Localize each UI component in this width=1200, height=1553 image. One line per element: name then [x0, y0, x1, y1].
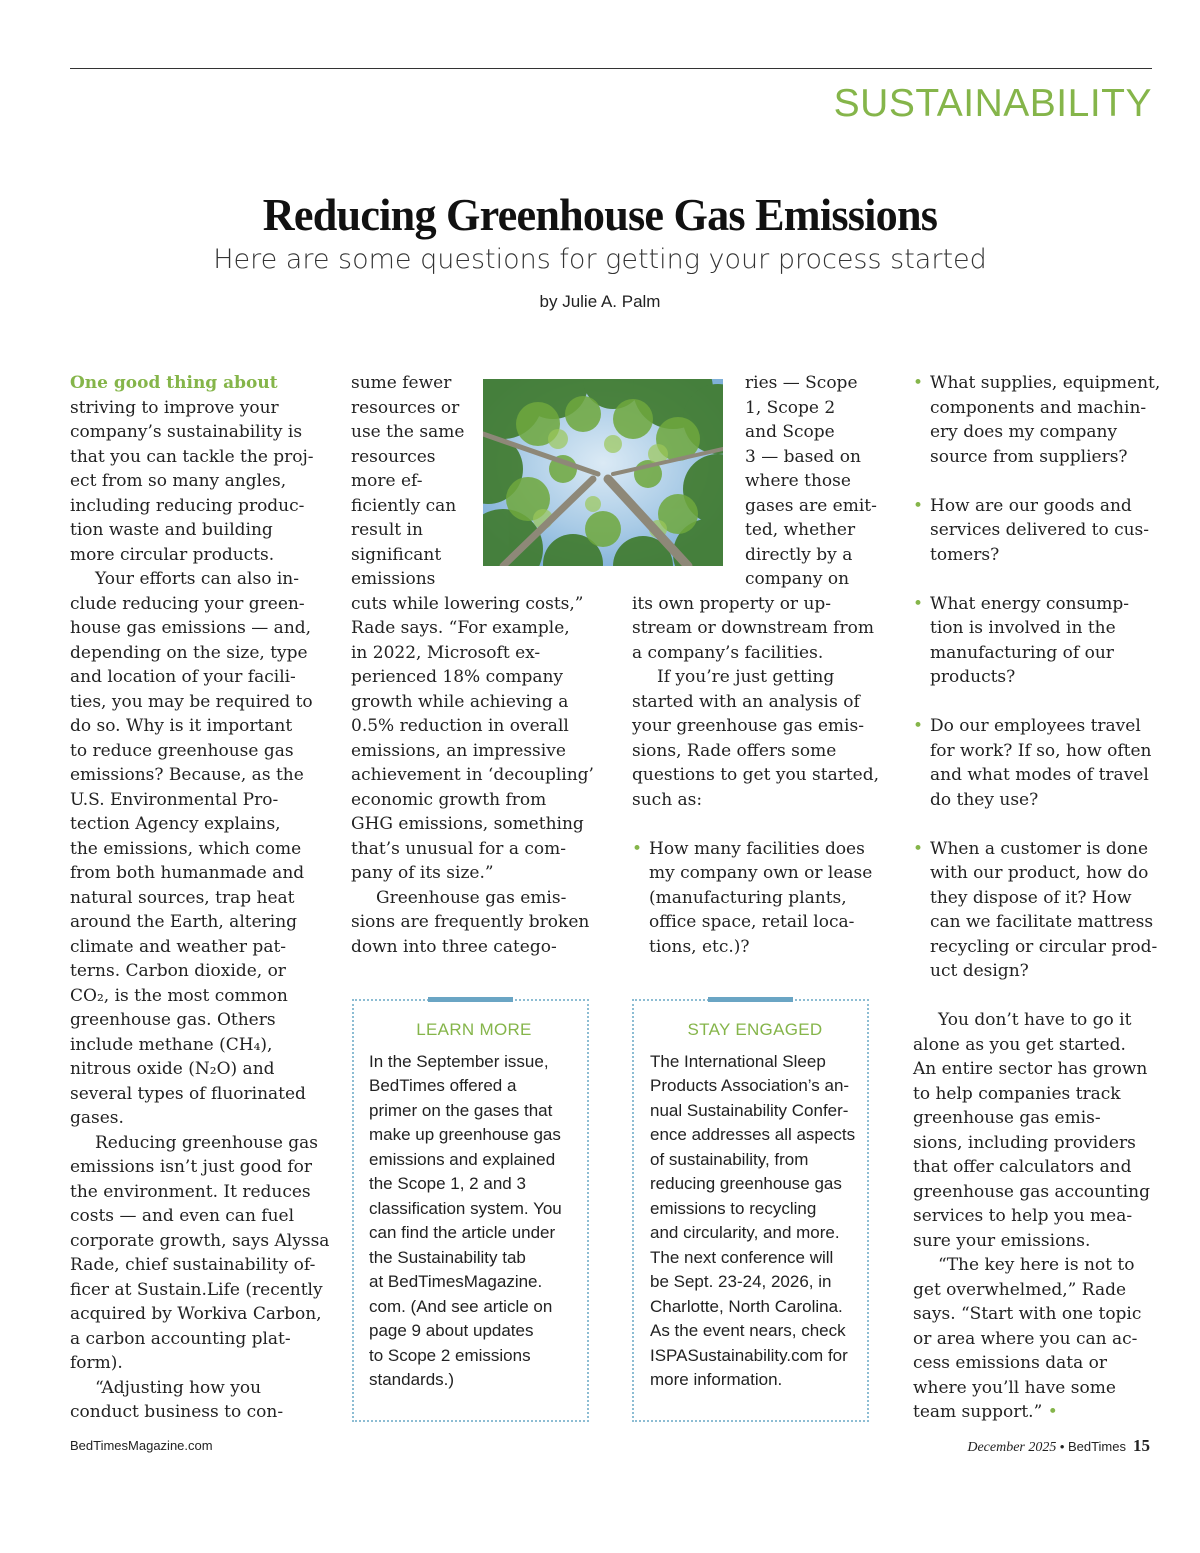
bullet-dot: •: [913, 495, 924, 516]
text-line: sions, including providers: [913, 1132, 1136, 1153]
text-line: the environment. It reduces: [70, 1181, 311, 1202]
text-line: alone as you get started.: [913, 1034, 1126, 1055]
text-line: they dispose of it? How: [930, 887, 1132, 908]
text-line: reducing greenhouse gas: [650, 1174, 842, 1193]
text-line: Products Association’s an-: [650, 1076, 850, 1095]
text-line: services delivered to cus-: [930, 520, 1150, 540]
text-line: greenhouse gas. Others: [70, 1010, 276, 1030]
text-line: emissions? Because, as the: [70, 765, 304, 785]
text-line: Rade, chief sustainability of-: [70, 1255, 316, 1275]
text-line: emissions isn’t just good for: [70, 1157, 313, 1177]
text-line: products?: [930, 667, 1016, 687]
text-line: at BedTimesMagazine.: [369, 1272, 543, 1291]
text-line: a company’s facilities.: [632, 642, 824, 663]
text-line: to reduce greenhouse gas: [70, 740, 294, 761]
learn-more-tab: [428, 997, 513, 1002]
text-line: to help companies track: [913, 1083, 1121, 1104]
text-line: with our product, how do: [930, 863, 1149, 883]
end-mark: •: [1047, 1402, 1058, 1422]
footer-magazine: BedTimes: [1067, 1439, 1126, 1454]
text-line: tions, etc.)?: [649, 936, 750, 957]
text-line: emissions and explained: [369, 1149, 556, 1169]
text-line: gases are emit-: [745, 495, 877, 516]
text-line: 1, Scope 2: [745, 397, 836, 418]
text-line: do so. Why is it important: [70, 716, 293, 736]
text-line: such as:: [632, 789, 703, 810]
text-line: The next conference will: [650, 1247, 834, 1267]
text-line: services to help you mea-: [913, 1206, 1133, 1226]
text-line: questions to get you started,: [632, 765, 880, 785]
bullet-dot: •: [632, 838, 643, 859]
text-line: that you can tackle the proj-: [70, 446, 314, 467]
text-line: BedTimes offered a: [369, 1076, 517, 1095]
text-line: com. (And see article on: [369, 1296, 553, 1316]
text-line: components and machin-: [930, 397, 1147, 418]
text-line: get overwhelmed,” Rade: [913, 1279, 1127, 1300]
text-line: If you’re just getting: [657, 667, 835, 687]
learn-more-heading: LEARN MORE: [416, 1020, 532, 1039]
bullet-item: [913, 494, 1163, 568]
text-line: ries — Scope: [745, 373, 858, 393]
text-line: greenhouse gas emis-: [913, 1108, 1101, 1128]
text-line: and Scope: [745, 422, 835, 442]
column-4: [913, 371, 1163, 984]
text-line: or area where you can ac-: [913, 1328, 1138, 1349]
text-line: An entire sector has grown: [913, 1059, 1148, 1079]
stay-engaged-heading: STAY ENGAGED: [687, 1020, 823, 1039]
text-line: office space, retail loca-: [649, 912, 855, 932]
text-line: Charlotte, North Carolina.: [650, 1296, 843, 1316]
text-line: “Adjusting how you: [95, 1377, 262, 1398]
lead-in: One good thing about: [70, 373, 278, 393]
text-line: the Sustainability tab: [369, 1247, 526, 1267]
text-line: standards.): [369, 1370, 455, 1389]
text-line: depending on the size, type: [70, 642, 308, 663]
bullet-dot: •: [913, 373, 924, 393]
stay-engaged-tab: [708, 997, 793, 1002]
text-line: (manufacturing plants,: [649, 887, 847, 908]
text-line: growth while achieving a: [351, 691, 569, 712]
text-line: more circular products.: [70, 544, 275, 565]
text-line: ect from so many angles,: [70, 471, 287, 491]
text-line: more ef-: [351, 471, 423, 491]
text-line: emissions, an impressive: [351, 740, 566, 761]
text-line: and circularity, and more.: [650, 1223, 840, 1242]
bullet-item: [632, 837, 882, 960]
page-number: 15: [1133, 1436, 1150, 1455]
text-line: You don’t have to go it: [938, 1010, 1132, 1030]
text-line: sions are frequently broken: [351, 912, 590, 932]
bullet-item: [913, 371, 1163, 469]
text-line: page 9 about updates: [369, 1321, 534, 1340]
column-4-closing: [913, 1008, 1163, 1425]
text-line: clude reducing your green-: [70, 593, 305, 614]
text-line: company on: [745, 569, 850, 589]
text-line: around the Earth, altering: [70, 912, 298, 932]
text-line: Greenhouse gas emis-: [376, 887, 567, 908]
text-line: form).: [70, 1353, 123, 1373]
text-line: and location of your facili-: [70, 667, 296, 687]
text-line: ted, whether: [745, 520, 856, 540]
text-line: economic growth from: [351, 789, 547, 810]
footer-website: BedTimesMagazine.com: [70, 1438, 213, 1453]
text-line: Do our employees travel: [930, 716, 1141, 736]
text-line: resources: [351, 446, 436, 467]
text-line: ence addresses all aspects: [650, 1125, 856, 1144]
text-line: cuts while lowering costs,”: [351, 593, 584, 614]
text-line: tion waste and building: [70, 520, 273, 540]
text-line: of sustainability, from: [650, 1149, 809, 1169]
text-line: recycling or circular prod-: [930, 936, 1158, 957]
text-line: make up greenhouse gas: [369, 1125, 561, 1144]
text-line: greenhouse gas accounting: [913, 1181, 1150, 1202]
text-line: primer on the gases that: [369, 1100, 553, 1120]
text-line: The International Sleep: [650, 1051, 826, 1071]
text-line: When a customer is done: [930, 838, 1149, 859]
text-line: What energy consump-: [930, 593, 1130, 614]
bullet-dot: •: [913, 593, 924, 614]
text-line: What supplies, equipment,: [930, 373, 1161, 393]
text-line: sure your emissions.: [913, 1230, 1091, 1251]
article-subtitle: Here are some questions for getting your process started: [213, 244, 987, 275]
text-line: gases.: [70, 1108, 124, 1128]
footer-sep: •: [1059, 1439, 1065, 1454]
text-line: several types of fluorinated: [70, 1083, 306, 1104]
text-line: your greenhouse gas emis-: [632, 716, 864, 736]
text-line: terns. Carbon dioxide, or: [70, 961, 286, 981]
text-line: ties, you may be required to: [70, 691, 313, 712]
article-title: Reducing Greenhouse Gas Emissions: [262, 189, 938, 240]
text-line: directly by a: [745, 544, 853, 565]
top-rule: [70, 68, 1152, 69]
text-line: for work? If so, how often: [930, 740, 1152, 761]
bullet-item: [913, 592, 1163, 690]
text-line: sume fewer: [351, 373, 452, 393]
text-line: manufacturing of our: [930, 642, 1114, 663]
text-line: classification system. You: [369, 1198, 562, 1218]
bullet-dot: •: [913, 716, 924, 736]
text-line: tomers?: [930, 544, 1000, 565]
text-line: perienced 18% company: [351, 667, 564, 687]
text-line: natural sources, trap heat: [70, 887, 295, 908]
text-line: my company own or lease: [649, 863, 873, 883]
text-line: the emissions, which come: [70, 838, 302, 859]
bullet-item: [913, 714, 1163, 812]
footer-folio: [967, 1436, 1150, 1456]
text-line: in 2022, Microsoft ex-: [351, 642, 541, 663]
text-line: a carbon accounting plat-: [70, 1328, 291, 1349]
text-line: 3 — based on: [745, 446, 861, 467]
text-line: include methane (CH₄),: [70, 1034, 273, 1055]
text-line: acquired by Workiva Carbon,: [70, 1304, 322, 1324]
text-line: conduct business to con-: [70, 1402, 284, 1422]
text-line: started with an analysis of: [632, 691, 860, 712]
stay-engaged-content: [650, 1018, 860, 1393]
byline: by Julie A. Palm: [539, 292, 661, 311]
text-line: source from suppliers?: [930, 446, 1128, 467]
text-line: that’s unusual for a com-: [351, 838, 566, 859]
text-line: company’s sustainability is: [70, 422, 303, 442]
text-line: climate and weather pat-: [70, 936, 287, 957]
text-line: the Scope 1, 2 and 3: [369, 1174, 526, 1193]
text-line: How many facilities does: [649, 838, 865, 859]
text-line: can we facilitate mattress: [930, 912, 1154, 932]
text-line: including reducing produc-: [70, 495, 305, 516]
text-line: its own property or up-: [632, 593, 832, 614]
learn-more-content: [369, 1018, 579, 1393]
text-line: corporate growth, says Alyssa: [70, 1230, 330, 1251]
text-line: more information.: [650, 1370, 783, 1389]
text-line: from both humanmade and: [70, 863, 305, 883]
text-line: sions, Rade offers some: [632, 740, 837, 761]
column-1: [70, 371, 330, 1425]
text-line: striving to improve your: [70, 397, 279, 418]
footer-date: December 2025: [967, 1440, 1057, 1455]
text-line: Your efforts can also in-: [95, 569, 299, 589]
text-line: nitrous oxide (N₂O) and: [70, 1059, 275, 1079]
text-line: GHG emissions, something: [351, 814, 584, 834]
text-line: As the event nears, check: [650, 1321, 846, 1340]
text-line: uct design?: [930, 961, 1029, 981]
text-line: tion is involved in the: [930, 618, 1116, 638]
text-line: ficiently can: [351, 495, 457, 516]
text-line: significant: [351, 544, 442, 565]
text-line: and what modes of travel: [930, 765, 1149, 785]
section-label: SUSTAINABILITY: [833, 82, 1152, 125]
text-line: Reducing greenhouse gas: [95, 1132, 319, 1153]
text-line: use the same: [351, 422, 465, 442]
text-line: ery does my company: [930, 422, 1118, 442]
text-line: ficer at Sustain.Life (recently: [70, 1279, 323, 1300]
text-line: costs — and even can fuel: [70, 1206, 295, 1226]
text-line: house gas emissions — and,: [70, 618, 312, 638]
text-line: says. “Start with one topic: [913, 1304, 1142, 1324]
text-line: down into three catego-: [351, 936, 557, 957]
bullet-dot: •: [913, 838, 924, 859]
text-line: emissions: [351, 569, 436, 589]
text-line: In the September issue,: [369, 1051, 549, 1071]
text-line: “The key here is not to: [938, 1255, 1135, 1275]
text-line: stream or downstream from: [632, 618, 874, 638]
text-line: where you’ll have some: [913, 1377, 1116, 1398]
text-line: team support.”: [913, 1402, 1043, 1422]
text-line: where those: [745, 471, 851, 491]
text-line: be Sept. 23-24, 2026, in: [650, 1272, 832, 1291]
text-line: How are our goods and: [930, 495, 1132, 516]
text-line: can find the article under: [369, 1223, 556, 1242]
text-line: 0.5% reduction in overall: [351, 716, 569, 736]
text-line: cess emissions data or: [913, 1353, 1107, 1373]
text-line: U.S. Environmental Pro-: [70, 789, 279, 810]
text-line: tection Agency explains,: [70, 814, 281, 834]
text-line: achievement in ‘decoupling’: [351, 765, 594, 785]
text-line: nual Sustainability Confer-: [650, 1100, 849, 1120]
column-3: [632, 371, 882, 959]
text-line: emissions to recycling: [650, 1198, 817, 1218]
text-line: pany of its size.”: [351, 863, 494, 883]
text-line: do they use?: [930, 789, 1039, 810]
text-line: Rade says. “For example,: [351, 618, 570, 638]
text-line: result in: [351, 520, 423, 540]
bullet-item: [913, 837, 1163, 984]
text-line: resources or: [351, 397, 460, 418]
text-line: that offer calculators and: [913, 1157, 1132, 1177]
text-line: to Scope 2 emissions: [369, 1345, 531, 1365]
text-line: ISPASustainability.com for: [650, 1345, 848, 1365]
text-line: CO₂, is the most common: [70, 985, 288, 1006]
